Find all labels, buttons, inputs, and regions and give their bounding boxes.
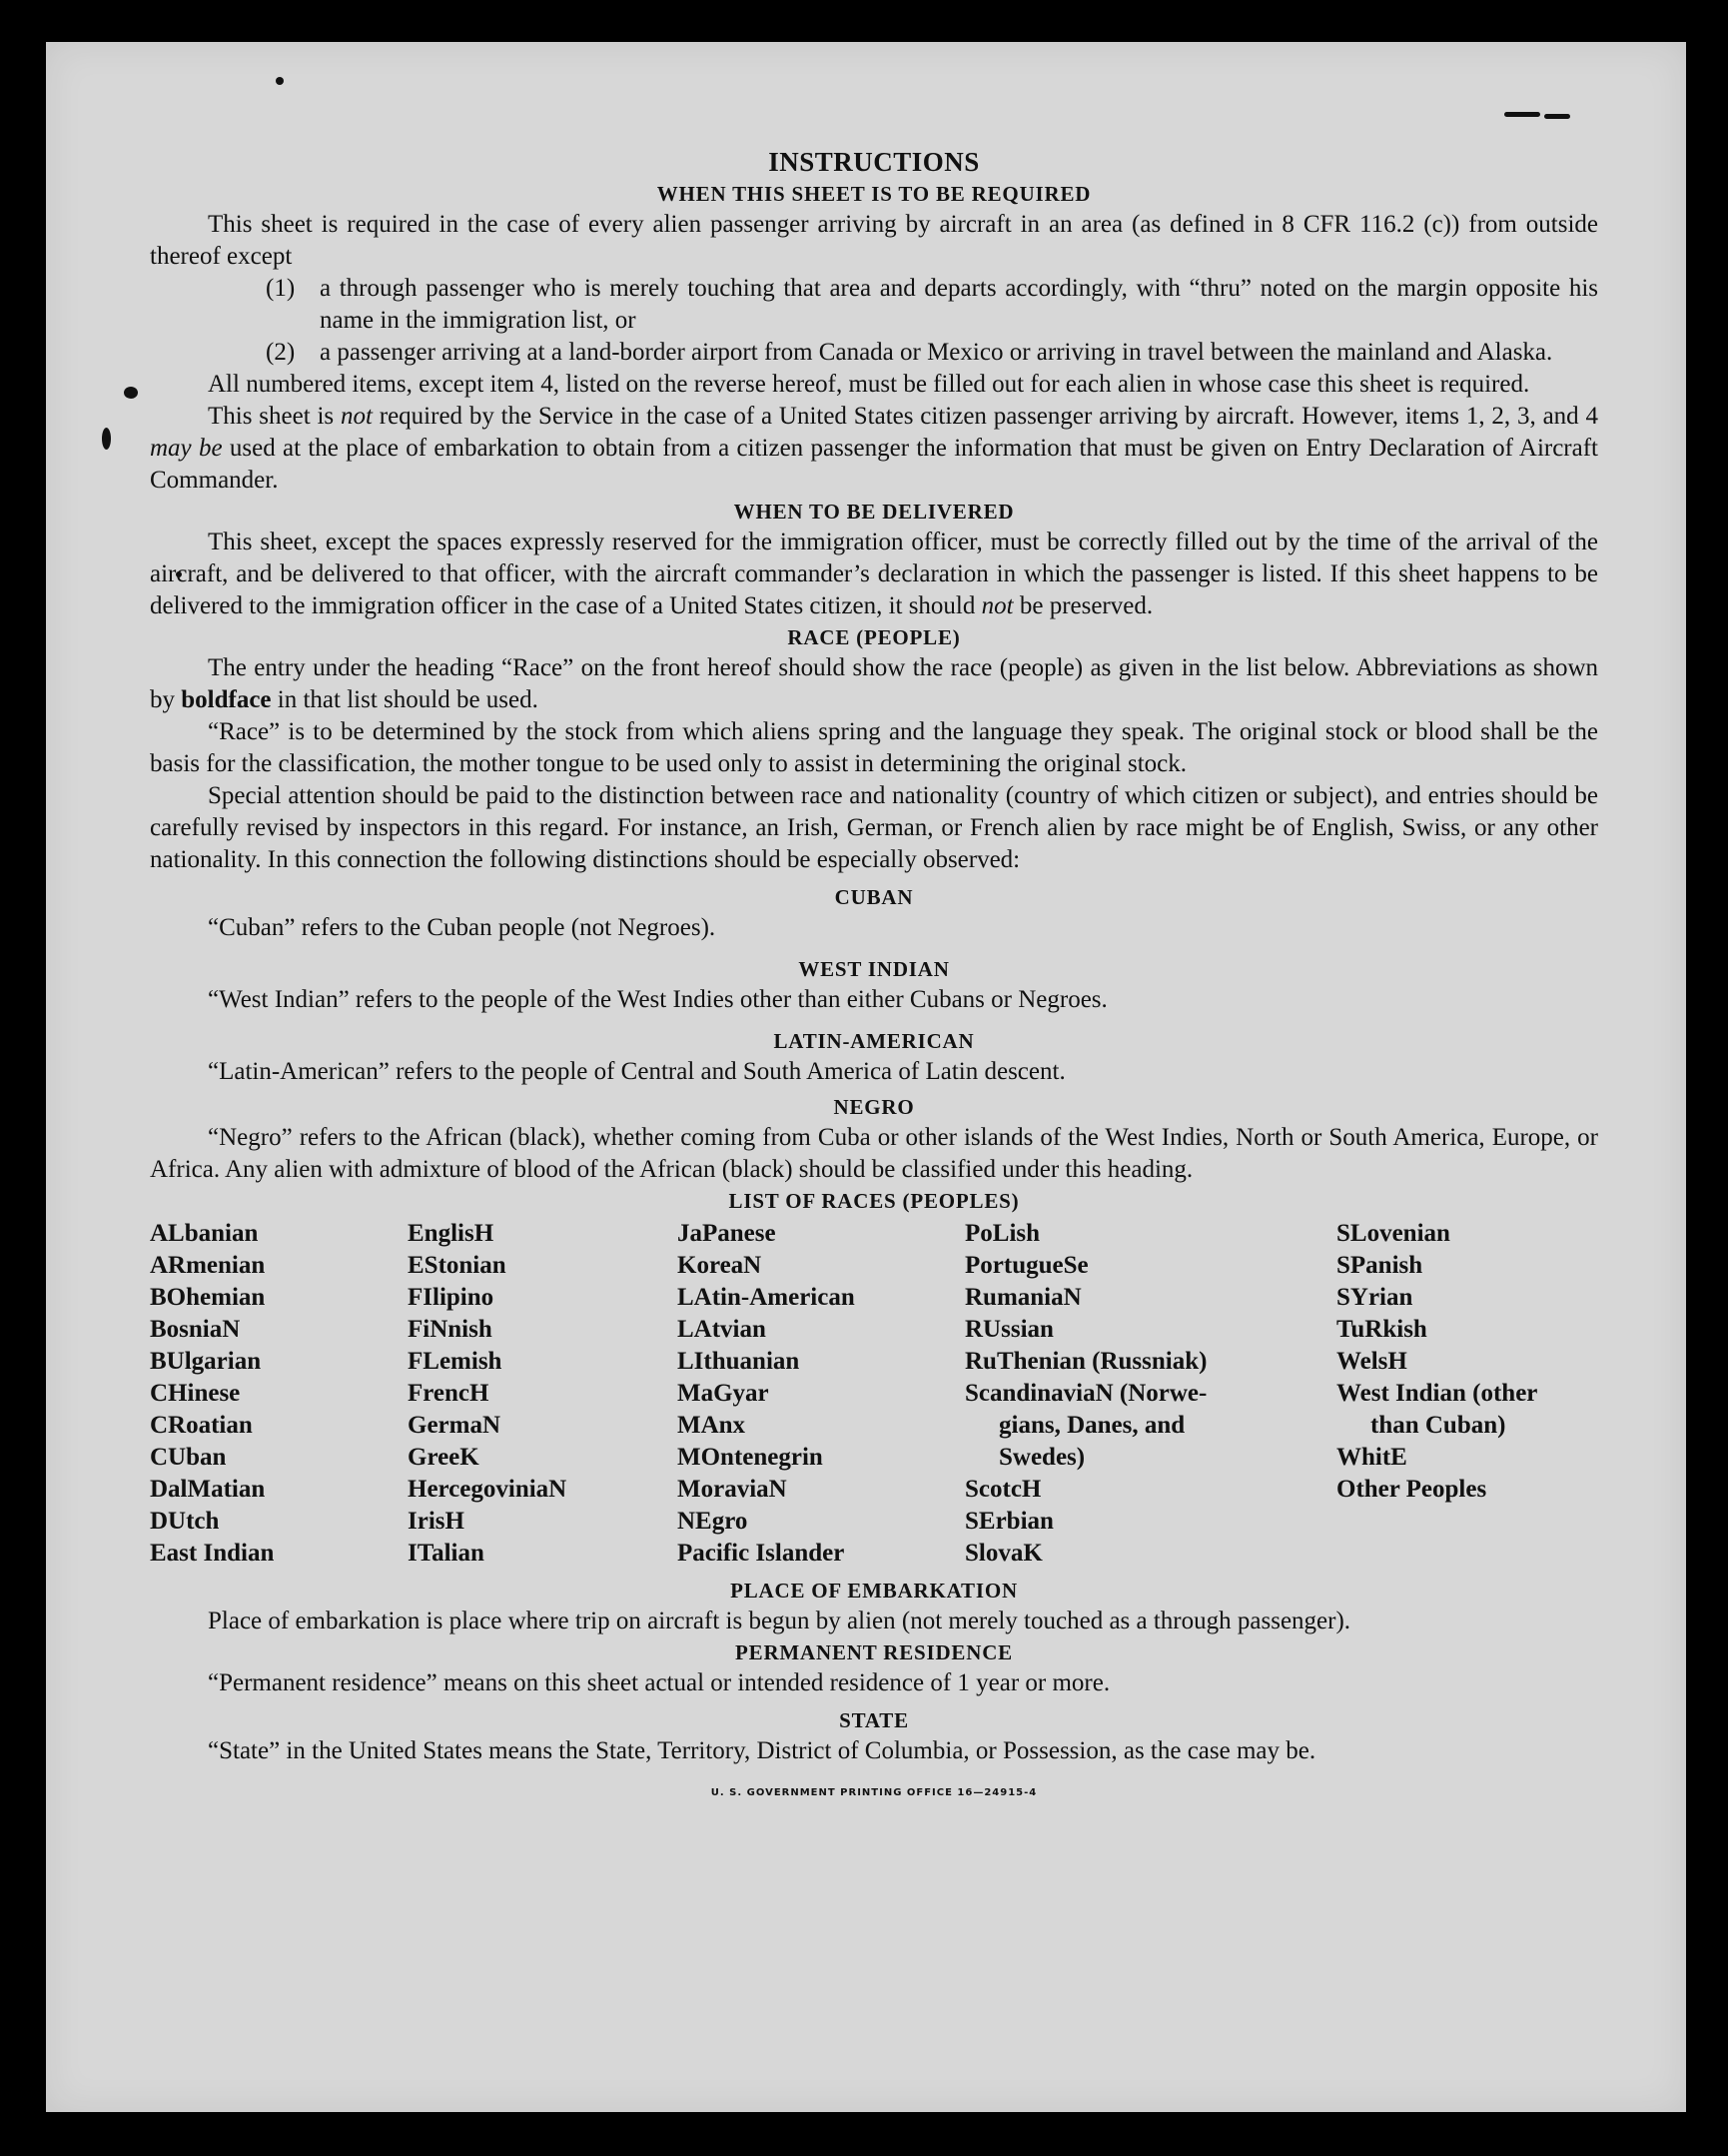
race-entry: MoraviaN [677, 1476, 787, 1503]
text-run: be preserved. [1013, 592, 1154, 619]
race-entry: than Cuban) [1370, 1412, 1506, 1439]
race-entry: EnglisH [408, 1220, 494, 1247]
paragraph: All numbered items, except item 4, listed on the reverse hereof, must be filled out for each alien in whose case this sheet is required. [208, 371, 1530, 398]
list-item [150, 337, 1598, 369]
race-entry: IrisH [408, 1508, 464, 1535]
paragraph: “State” in the United States means the State, Territory, District of Columbia, or Possession, as the case may be. [208, 1737, 1316, 1764]
race-entry: SYrian [1336, 1284, 1413, 1311]
race-entry: ARmenian [150, 1252, 266, 1279]
race-entry: SErbian [965, 1508, 1054, 1535]
item-number: (2) [266, 339, 296, 366]
race-entry: ScandinaviaN (Norwe- [965, 1380, 1208, 1407]
scan-speck [1504, 112, 1540, 117]
race-entry: CUban [150, 1444, 227, 1471]
printer-imprint: U. S. GOVERNMENT PRINTING OFFICE 16—24915-4 [710, 1787, 1038, 1798]
race-entry: FIlipino [408, 1284, 494, 1311]
section-heading-latin-american: LATIN-AMERICAN [773, 1029, 975, 1053]
italic-text: not [340, 403, 373, 430]
section-heading-cuban: CUBAN [834, 885, 914, 909]
race-column [677, 1218, 965, 1570]
scan-speck [102, 428, 111, 450]
race-entry: WhitE [1336, 1444, 1407, 1471]
race-entry: gians, Danes, and [999, 1412, 1186, 1439]
item-number: (1) [266, 275, 296, 302]
race-entry: WelsH [1336, 1348, 1407, 1375]
race-entry: LAtvian [677, 1316, 766, 1343]
race-entry: GreeK [408, 1444, 479, 1471]
race-entry: FrencH [408, 1380, 489, 1407]
scan-speck [276, 77, 284, 85]
race-entry: HercegoviniaN [408, 1476, 567, 1503]
scan-speck [124, 387, 138, 399]
section-heading-state: STATE [839, 1708, 909, 1732]
paragraph: “Permanent residence” means on this sheet actual or intended residence of 1 year or more. [208, 1669, 1111, 1696]
section-heading-west-indian: WEST INDIAN [798, 957, 950, 981]
italic-text: may be [150, 435, 223, 462]
race-entry: ALbanian [150, 1220, 259, 1247]
race-entry: East Indian [150, 1540, 275, 1567]
paragraph: “Cuban” refers to the Cuban people (not Negroes). [208, 914, 716, 941]
race-entry: RuThenian (Russniak) [965, 1348, 1208, 1375]
paragraph: Place of embarkation is place where trip on aircraft is begun by alien (not merely touched as a through passenger). [208, 1608, 1351, 1634]
section-heading-races: LIST OF RACES (PEOPLES) [728, 1189, 1020, 1213]
paragraph: This sheet is required in the case of every alien passenger arriving by aircraft in an area (as defined in 8 CFR 116.2 (c)) from outside thereof except [150, 211, 1598, 270]
paragraph [150, 401, 1598, 497]
paragraph [150, 527, 1598, 622]
race-entry: KoreaN [677, 1252, 762, 1279]
paragraph: “West Indian” refers to the people of the West Indies other than either Cubans or Negroes. [208, 986, 1108, 1013]
section-heading-residence: PERMANENT RESIDENCE [735, 1640, 1013, 1664]
paragraph [150, 652, 1598, 716]
race-entry: NEgro [677, 1508, 748, 1535]
text-run: This sheet is [208, 403, 341, 430]
race-entry: LIthuanian [677, 1348, 800, 1375]
section-heading-race: RACE (PEOPLE) [787, 625, 961, 649]
text-run: The entry under the heading “Race” on the front hereof should show the race (people) as given in the list below. Abbreviations as shown by [150, 654, 1598, 713]
race-entry: DalMatian [150, 1476, 266, 1503]
section-heading-negro: NEGRO [833, 1095, 915, 1119]
scan-speck [1544, 114, 1570, 119]
race-entry: MAnx [677, 1412, 746, 1439]
item-text: a through passenger who is merely touching that area and departs accordingly, with “thru” noted on the margin opposite his name in the immigration list, or [320, 275, 1598, 334]
text-run: in that list should be used. [271, 686, 538, 713]
race-entry: DUtch [150, 1508, 220, 1535]
race-entry: MOntenegrin [677, 1444, 823, 1471]
race-entry: SlovaK [965, 1540, 1043, 1567]
bold-text: boldface [181, 686, 272, 713]
race-entry: Other Peoples [1336, 1476, 1487, 1503]
race-entry: SPanish [1336, 1252, 1423, 1279]
paragraph: “Negro” refers to the African (black), whether coming from Cuba or other islands of the West Indies, North or South America, Europe, or Africa. Any alien with admixture of blood of the African (black) should be classified under this heading. [150, 1124, 1598, 1183]
race-entry: RUssian [965, 1316, 1054, 1343]
instructions-content [150, 145, 1598, 1809]
race-entry: JaPanese [677, 1220, 776, 1247]
race-column [1336, 1218, 1598, 1570]
race-column [965, 1218, 1336, 1570]
race-entry: BUlgarian [150, 1348, 262, 1375]
text-run: used at the place of embarkation to obtain from a citizen passenger the information that must be given on Entry Declaration of Aircraft Commander. [150, 435, 1599, 494]
race-entry: CHinese [150, 1380, 241, 1407]
race-list [150, 1218, 1598, 1570]
section-heading-delivered: WHEN TO BE DELIVERED [733, 500, 1015, 524]
paragraph: “Latin-American” refers to the people of Central and South America of Latin descent. [208, 1058, 1066, 1085]
race-entry: FiNnish [408, 1316, 492, 1343]
race-entry: West Indian (other [1336, 1380, 1538, 1407]
race-entry: FLemish [408, 1348, 502, 1375]
section-heading-required: WHEN THIS SHEET IS TO BE REQUIRED [656, 182, 1092, 206]
text-run: This sheet, except the spaces expressly reserved for the immigration officer, must be correctly filled out by the time of the arrival of the aircraft, and be delivered to that officer, with the aircraft commander’s declaration in which the passenger is listed. If this sheet happens to be delivered to the immigration officer in the case of a United States citizen, it should [150, 529, 1598, 619]
race-entry: PoLish [965, 1220, 1041, 1247]
race-entry: ITalian [408, 1540, 484, 1567]
race-column [408, 1218, 677, 1570]
race-column [150, 1218, 408, 1570]
race-entry: PortugueSe [965, 1252, 1089, 1279]
race-entry: Pacific Islander [677, 1540, 845, 1567]
race-entry: RumaniaN [965, 1284, 1082, 1311]
paragraph: “Race” is to be determined by the stock from which aliens spring and the language they speak. The original stock or blood shall be the basis for the classification, the mother tongue to be used only to assist in determining the original stock. [150, 718, 1598, 777]
paragraph: Special attention should be paid to the distinction between race and nationality (country of which citizen or subject), and entries should be carefully revised by inspectors in this regard. For instance, an Irish, German, or French alien by race might be of English, Swiss, or any other nationality. In this connection the following distinctions should be especially observed: [150, 782, 1598, 873]
race-entry: BOhemian [150, 1284, 266, 1311]
page-title: INSTRUCTIONS [768, 147, 980, 177]
race-entry: BosniaN [150, 1316, 241, 1343]
section-heading-embarkation: PLACE OF EMBARKATION [730, 1579, 1018, 1603]
race-entry: Swedes) [999, 1444, 1086, 1471]
race-entry: LAtin-American [677, 1284, 855, 1311]
italic-text: not [981, 592, 1014, 619]
race-entry: TuRkish [1336, 1316, 1427, 1343]
item-text: a passenger arriving at a land-border airport from Canada or Mexico or arriving in travel between the mainland and Alaska. [320, 339, 1553, 366]
race-entry: ScotcH [965, 1476, 1042, 1503]
race-entry: GermaN [408, 1412, 501, 1439]
race-entry: SLovenian [1336, 1220, 1450, 1247]
race-entry: CRoatian [150, 1412, 253, 1439]
list-item [150, 273, 1598, 337]
race-entry: EStonian [408, 1252, 506, 1279]
text-run: required by the Service in the case of a United States citizen passenger arriving by aircraft. However, items 1, 2, 3, and 4 [372, 403, 1598, 430]
race-entry: MaGyar [677, 1380, 769, 1407]
